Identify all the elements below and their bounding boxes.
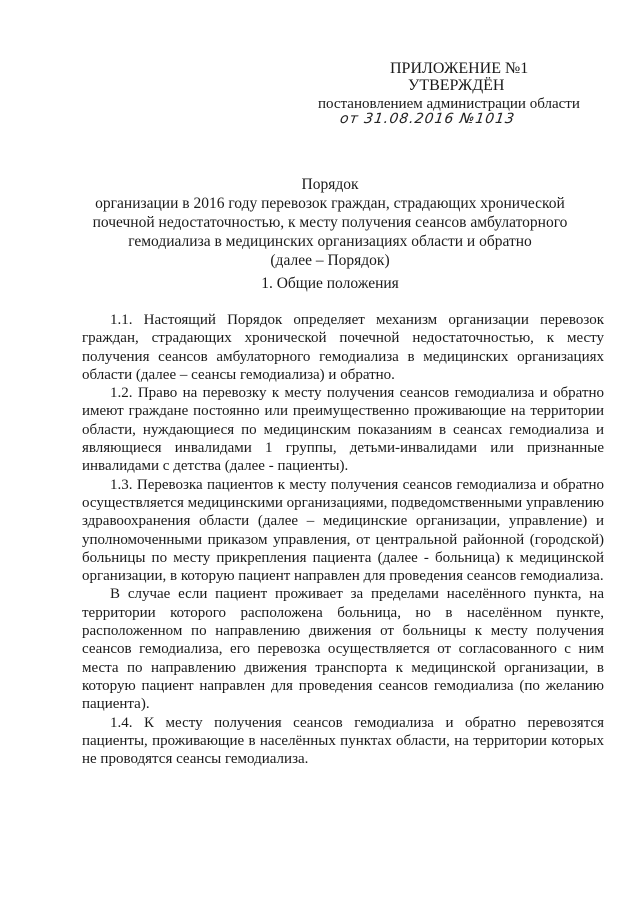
title-line: (далее – Порядок)	[270, 252, 390, 269]
paragraph-1-2: 1.2. Право на перевозку к месту получения сеансов гемодиализа и обратно имеют граждане постоянно или преимущественно проживающие на территории области, нуждающиеся по медицинским показаниям в сеансах гемодиализа и являющиеся инвалидами 1 группы, детьми-инвалидами или признанные инвалидами с детства (далее - пациенты).	[82, 385, 604, 475]
section-heading: 1. Общие положения	[261, 275, 399, 292]
paragraph-1-1: 1.1. Настоящий Порядок определяет механизм организации перевозок граждан, страдающих хронической почечной недостаточностью, к месту получения сеансов амбулаторного гемодиализа в медицинских организациях области (далее – сеансы гемодиализа) и обратно.	[82, 312, 604, 383]
section-body	[82, 311, 604, 768]
appendix-number: ПРИЛОЖЕНИЕ №1	[390, 60, 529, 77]
title-line: организации в 2016 году перевозок граждан, страдающих хронической	[95, 195, 565, 212]
title-line: гемодиализа в медицинских организациях области и обратно	[128, 233, 532, 250]
document-title	[60, 175, 600, 270]
title-line: почечной недостаточностью, к месту получения сеансов амбулаторного	[92, 214, 568, 231]
paragraph-1-4: 1.4. К месту получения сеансов гемодиализа и обратно перевозятся пациенты, проживающие в населённых пунктах области, на территории которых не проводятся сеансы гемодиализа.	[82, 714, 604, 768]
approved-label: УТВЕРЖДЁН	[408, 77, 505, 94]
title-line: Порядок	[301, 176, 359, 193]
resolution-reference: постановлением администрации области	[318, 96, 580, 112]
paragraph-1-3: 1.3. Перевозка пациентов к месту получения сеансов гемодиализа и обратно осуществляется медицинскими организациями, подведомственными управлению здравоохранения области (далее – медицинские организации, управление) и уполномоченными приказом управления, от центральной районной (городской) больницы по месту прикрепления пациента (далее - больница) к медицинской организации, в которую пациент направлен для проведения сеансов гемодиализа.	[82, 476, 604, 585]
handwritten-date-number: от 31.08.2016 №1013	[338, 111, 517, 127]
paragraph-1-3-note: В случае если пациент проживает за пределами населённого пункта, на территории которого расположена больница, но в населённом пункте, расположенном по направлению движения от больницы к месту получения сеансов гемодиализа, его перевозка осуществляется от согласованного с ним места по направлению движения транспорта к медицинской организации, в которую пациент направлен для проведения сеансов гемодиализа (по желанию пациента).	[82, 586, 604, 713]
